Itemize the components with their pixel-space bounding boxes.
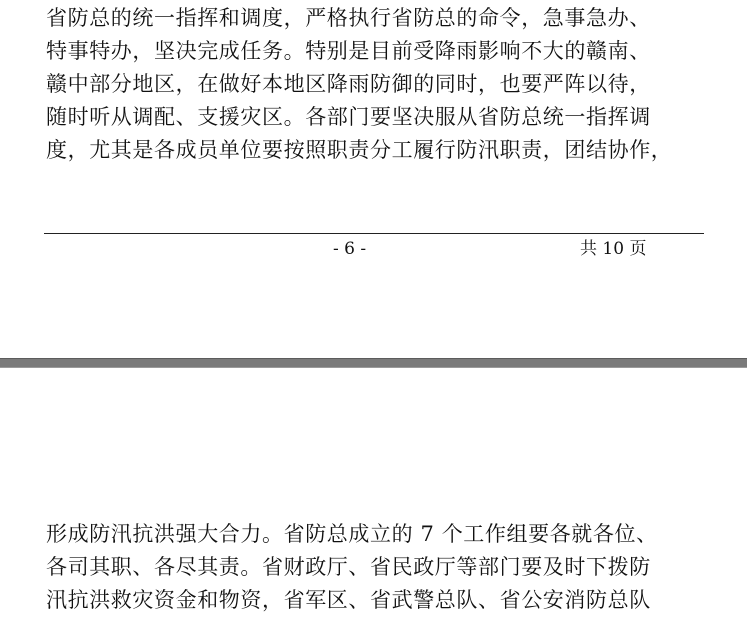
page-number: - 6 - <box>333 239 367 259</box>
text-line: 随时听从调配、支援灾区。各部门要坚决服从省防总统一指挥调 <box>46 105 651 129</box>
text-line: 特事特办，坚决完成任务。特别是目前受降雨影响不大的赣南、 <box>46 39 651 63</box>
document-page-7 <box>0 368 747 623</box>
text-line: 各司其职、各尽其责。省财政厅、省民政厅等部门要及时下拨防 <box>46 555 651 579</box>
text-line: 形成防汛抗洪强大合力。省防总成立的 7 个工作组要各就各位、 <box>46 522 658 546</box>
body-paragraph <box>46 2 696 167</box>
text-line: 省防总的统一指挥和调度，严格执行省防总的命令，急事急办、 <box>46 6 651 30</box>
footer-divider <box>44 233 704 234</box>
text-line: 汛抗洪救灾资金和物资，省军区、省武警总队、省公安消防总队 <box>46 588 651 612</box>
text-line: 度，尤其是各成员单位要按照职责分工履行防汛职责，团结协作， <box>46 138 673 162</box>
text-line: 赣中部分地区，在做好本地区降雨防御的同时，也要严阵以待， <box>46 72 651 96</box>
page-separator <box>0 358 747 368</box>
page-total: 共 10 页 <box>580 239 647 259</box>
body-paragraph <box>46 518 696 617</box>
